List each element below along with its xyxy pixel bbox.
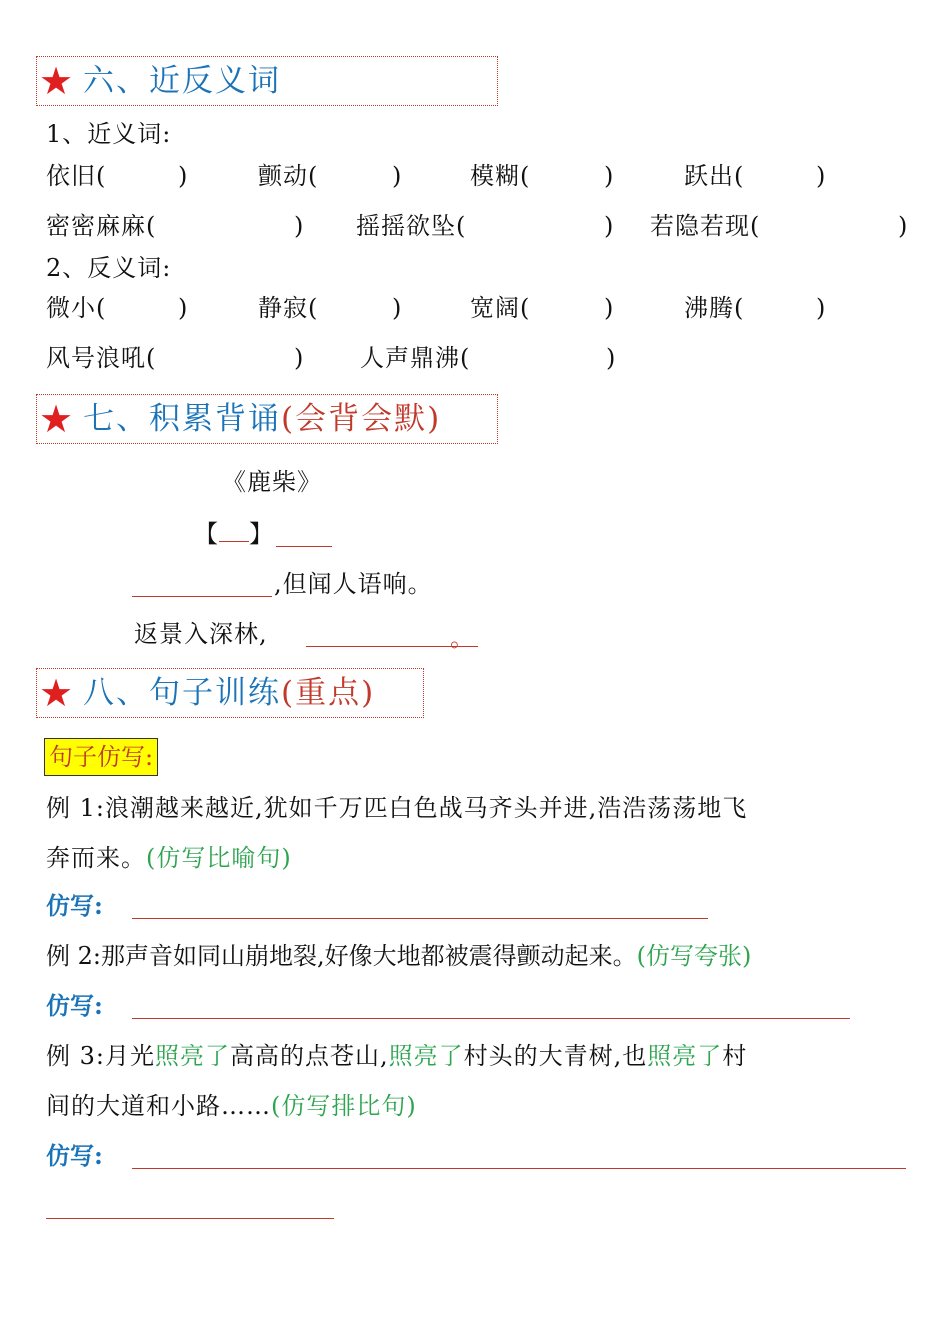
synonym-item: 模糊( (470, 162, 531, 190)
example1-line2: 奔而来。(仿写比喻句) (46, 844, 292, 872)
synonym-heading: 1、近义词: (46, 120, 172, 148)
imitate-label-1: 仿写: (46, 891, 103, 920)
section8-title: 八、句子训练(重点) (83, 675, 376, 711)
antonym-blank-close: ) (816, 294, 827, 322)
synonym-blank-close: ) (604, 162, 615, 190)
synonym-blank-close: ) (392, 162, 403, 190)
antonym-item: 静寂( (258, 294, 319, 322)
poet-name-blank[interactable] (276, 546, 332, 547)
antonym-item: 沸腾( (684, 294, 745, 322)
synonym-blank-close: ) (898, 212, 909, 240)
synonym-item: 密密麻麻( (46, 212, 157, 240)
section7-header (36, 394, 498, 444)
section6-title: 六、近反义词 (83, 63, 281, 99)
section8-header (36, 668, 424, 718)
antonym-blank-close: ) (392, 294, 403, 322)
poem-line1-text: ,但闻人语响。 (274, 570, 433, 598)
imitate-answer-line-2[interactable] (132, 1018, 850, 1019)
antonym-blank-close: ) (606, 344, 617, 372)
imitate-answer-line-3[interactable] (132, 1168, 906, 1169)
antonym-item: 宽阔( (470, 294, 531, 322)
antonym-item: 人声鼎沸( (360, 344, 471, 372)
star-icon: ★ (39, 397, 74, 441)
synonym-blank-close: ) (604, 212, 615, 240)
star-icon: ★ (39, 59, 74, 103)
antonym-blank-close: ) (178, 294, 189, 322)
synonym-item: 摇摇欲坠( (356, 212, 467, 240)
poem-title: 《鹿柴》 (222, 468, 322, 496)
poem-author-line: 【 】 (194, 520, 274, 548)
antonym-blank-close: ) (294, 344, 305, 372)
synonym-blank-close: ) (178, 162, 189, 190)
synonym-blank-close: ) (294, 212, 305, 240)
synonym-item: 颤动( (258, 162, 319, 190)
imitate-answer-line-1[interactable] (132, 918, 708, 919)
synonym-blank-close: ) (816, 162, 827, 190)
imitate-label-3: 仿写: (46, 1141, 103, 1170)
poem-line2-end: 。 (450, 624, 475, 652)
synonym-item: 跃出( (684, 162, 745, 190)
antonym-blank-close: ) (604, 294, 615, 322)
poem-line1-blank[interactable] (132, 596, 272, 597)
synonym-item: 依旧( (46, 162, 107, 190)
section6-header (36, 56, 498, 106)
example3-line2: 间的大道和小路……(仿写排比句) (46, 1092, 417, 1120)
example2-line: 例 2:那声音如同山崩地裂,好像大地都被震得颤动起来。(仿写夸张) (46, 942, 752, 970)
section7-title: 七、积累背诵(会背会默) (83, 401, 442, 437)
imitate-label-2: 仿写: (46, 991, 103, 1020)
example1-line1: 例 1:浪潮越来越近,犹如千万匹白色战马齐头并进,浩浩荡荡地飞 (46, 794, 748, 822)
antonym-heading: 2、反义词: (46, 254, 172, 282)
imitate-answer-line-4[interactable] (46, 1218, 334, 1219)
example3-line1: 例 3:月光照亮了高高的点苍山,照亮了村头的大青树,也照亮了村 (46, 1042, 748, 1070)
imitation-label: 句子仿写: (44, 738, 158, 776)
poem-line2-text: 返景入深林, (134, 620, 268, 648)
antonym-item: 风号浪吼( (46, 344, 157, 372)
synonym-item: 若隐若现( (650, 212, 761, 240)
antonym-item: 微小( (46, 294, 107, 322)
star-icon: ★ (39, 671, 74, 715)
